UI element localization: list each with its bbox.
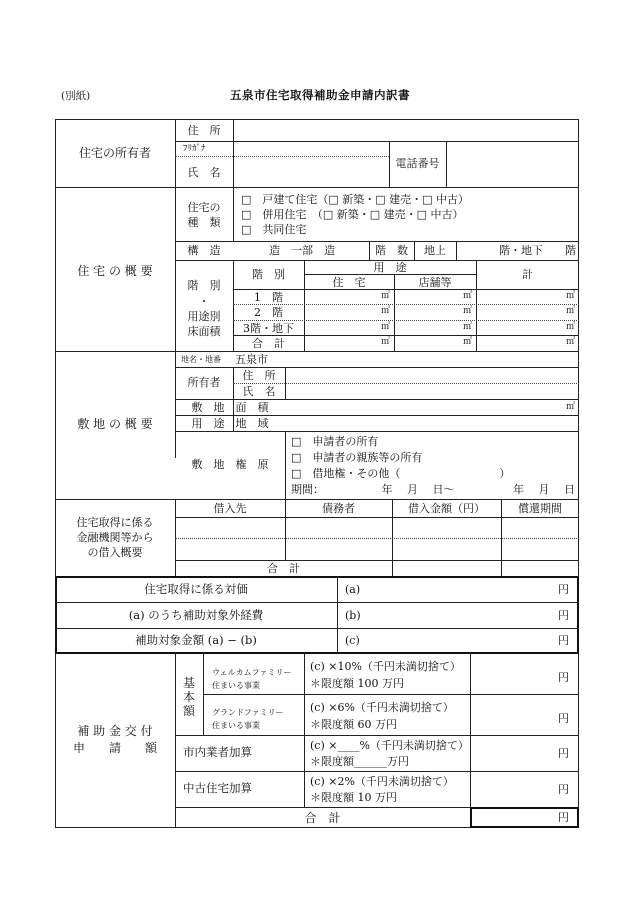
area-label-3: 用途別 (187, 310, 221, 323)
calc-row-code: (a) (345, 583, 361, 596)
floor-row-label: 3階・地下 (243, 322, 294, 335)
site-owner-name-label: 氏 名 (242, 385, 276, 398)
program-name: 中古住宅加算 (183, 781, 252, 795)
col-use: 用 途 (373, 261, 407, 274)
site-section-label: 敷 地 の 概 要 (77, 417, 153, 431)
calc-row-unit[interactable]: 円 (558, 583, 569, 596)
calc-row-code: (b) (345, 609, 361, 622)
formula-rate: (c) ×10%（千円未満切捨て） (310, 660, 461, 673)
period-label: 期間： (291, 483, 324, 496)
floor-row-label: 合 計 (252, 337, 285, 350)
area-unit[interactable]: ㎡ (565, 337, 575, 347)
formula-rate: (c) ×2%（千円未満切捨て） (310, 775, 454, 788)
program-name: ウェルカムファミリー (212, 668, 292, 677)
house-type-label-2: 種 類 (187, 216, 221, 229)
formula-rate: (c) ×6%（千円未満切捨て） (310, 701, 454, 714)
loan-col-lender: 借入先 (213, 502, 247, 515)
floor-row-label: 1 階 (254, 291, 283, 304)
subsidy-section-label-1: 補 助 金 交 付 (77, 724, 153, 738)
area-label-4: 床面積 (187, 325, 221, 338)
owner-name-field[interactable] (235, 159, 387, 185)
col-house: 住 宅 (332, 276, 366, 289)
formula-limit: ＊限度額 60 万円 (310, 718, 397, 731)
floor-row-label: 2 階 (254, 306, 283, 319)
owner-phone-label: 電話番号 (395, 157, 440, 170)
program-name: 住まいる事業 (212, 681, 260, 690)
calc-row-label: 住宅取得に係る対価 (144, 582, 248, 596)
owner-section-label: 住宅の所有者 (78, 146, 151, 160)
formula-limit: ＊限度額 100 万円 (310, 677, 404, 690)
formula-limit: ＊限度額 10 万円 (310, 791, 397, 804)
owner-name-label: 氏 名 (187, 166, 221, 179)
zone-label: 用 途 地 域 (191, 417, 269, 430)
owner-address-label: 住 所 (187, 124, 221, 137)
col-total: 計 (522, 268, 533, 281)
structure-label: 構 造 (187, 244, 221, 257)
area-unit[interactable]: ㎡ (380, 337, 390, 347)
form-title: 五泉市住宅取得補助金申請内訳書 (230, 88, 410, 102)
site-owner-name-field[interactable] (287, 385, 575, 398)
calc-row-label: (a) のうち補助対象外経費 (128, 608, 264, 622)
calc-row-label: 補助対象金額 (a) − (b) (135, 633, 257, 647)
site-owner-address-label: 住 所 (242, 369, 276, 382)
floors-above-label: 地上 (424, 244, 446, 257)
application-form (55, 119, 579, 828)
area-unit[interactable]: ㎡ (462, 337, 472, 347)
floors-label: 階 数 (375, 244, 408, 257)
calc-row-unit[interactable]: 円 (558, 609, 569, 622)
col-floor: 階 別 (252, 268, 285, 281)
floors-value[interactable]: 階・地下 階 (499, 244, 576, 257)
formula-limit: ＊限度額______万円 (310, 755, 409, 768)
loan-col-period: 償還期間 (518, 502, 562, 515)
house-section-label: 住 宅 の 概 要 (77, 264, 153, 278)
loan-section-label-2: 金融機関等から (76, 531, 154, 544)
house-type-label-1: 住宅の (187, 201, 221, 214)
area-unit[interactable]: ㎡ (380, 322, 390, 332)
subsidy-total-unit[interactable]: 円 (558, 811, 569, 824)
owner-phone-field[interactable] (448, 143, 576, 185)
attachment-label: (別紙) (61, 90, 91, 102)
area-unit[interactable]: ㎡ (462, 291, 472, 301)
subsidy-total-label: 合 計 (304, 811, 341, 825)
subsidy-amount-unit[interactable]: 円 (558, 712, 569, 725)
house-type-option[interactable]: □ 共同住宅 (241, 223, 307, 236)
loan-lender-field[interactable] (177, 540, 283, 558)
lot-label: 地名・地番 (181, 355, 221, 364)
program-name: グランドファミリー (212, 708, 284, 717)
site-right-label: 敷 地 権 原 (191, 458, 269, 471)
loan-col-debtor: 債務者 (322, 502, 355, 515)
site-area-label: 敷 地 面 積 (191, 401, 269, 414)
base-amount-label: 基 本 額 (182, 676, 195, 718)
subsidy-amount-unit[interactable]: 円 (558, 671, 569, 684)
subsidy-amount-unit[interactable]: 円 (558, 747, 569, 760)
owner-address-field[interactable] (235, 121, 575, 139)
site-owner-label: 所有者 (187, 376, 221, 389)
zone-field[interactable] (287, 417, 575, 430)
calc-row-unit[interactable]: 円 (558, 634, 569, 647)
area-unit[interactable]: ㎡ (565, 306, 575, 316)
formula-rate: (c) ×____%（千円未満切捨て） (310, 739, 469, 752)
program-name: 市内業者加算 (183, 745, 252, 759)
site-right-option[interactable]: □ 申請者の所有 (291, 435, 379, 448)
area-label-1: 階 別 (187, 279, 221, 292)
house-type-option[interactable]: □ 戸建て住宅（□ 新築・□ 建売・□ 中古） (241, 193, 470, 206)
area-label-2: ・ (198, 295, 210, 308)
subsidy-section-label-2: 申 請 額 (72, 741, 157, 755)
loan-col-amount: 借入金額（円） (408, 502, 485, 515)
owner-furigana-label: ﾌﾘｶﾞﾅ (183, 144, 206, 154)
period-value[interactable]: 年 月 日〜 年 月 日 (381, 483, 575, 496)
structure-value[interactable]: 造 一部 造 (269, 244, 335, 257)
site-area-unit[interactable]: ㎡ (565, 402, 575, 412)
loan-section-label-1: 住宅取得に係る (76, 516, 154, 529)
area-unit[interactable]: ㎡ (380, 306, 390, 316)
area-unit[interactable]: ㎡ (462, 306, 472, 316)
site-right-option[interactable]: □ 借地権・その他（ ） (291, 467, 511, 480)
area-unit[interactable]: ㎡ (380, 291, 390, 301)
area-unit[interactable]: ㎡ (565, 291, 575, 301)
col-shop: 店舗等 (418, 276, 452, 289)
site-right-option[interactable]: □ 申請者の親族等の所有 (291, 451, 423, 464)
loan-total-label: 合 計 (267, 562, 300, 575)
house-type-option[interactable]: □ 併用住宅 （□ 新築・□ 建売・□ 中古） (241, 208, 464, 221)
site-owner-address-field[interactable] (287, 369, 575, 382)
loan-section-label-3: の借入概要 (87, 546, 143, 559)
area-unit[interactable]: ㎡ (462, 322, 472, 332)
lot-value[interactable]: 五泉市 (235, 353, 268, 366)
calc-row-code: (c) (345, 634, 360, 647)
owner-furigana-field[interactable] (235, 143, 387, 155)
area-unit[interactable]: ㎡ (565, 322, 575, 332)
program-name: 住まいる事業 (212, 721, 260, 730)
loan-lender-field[interactable] (177, 519, 283, 537)
subsidy-amount-unit[interactable]: 円 (558, 783, 569, 796)
